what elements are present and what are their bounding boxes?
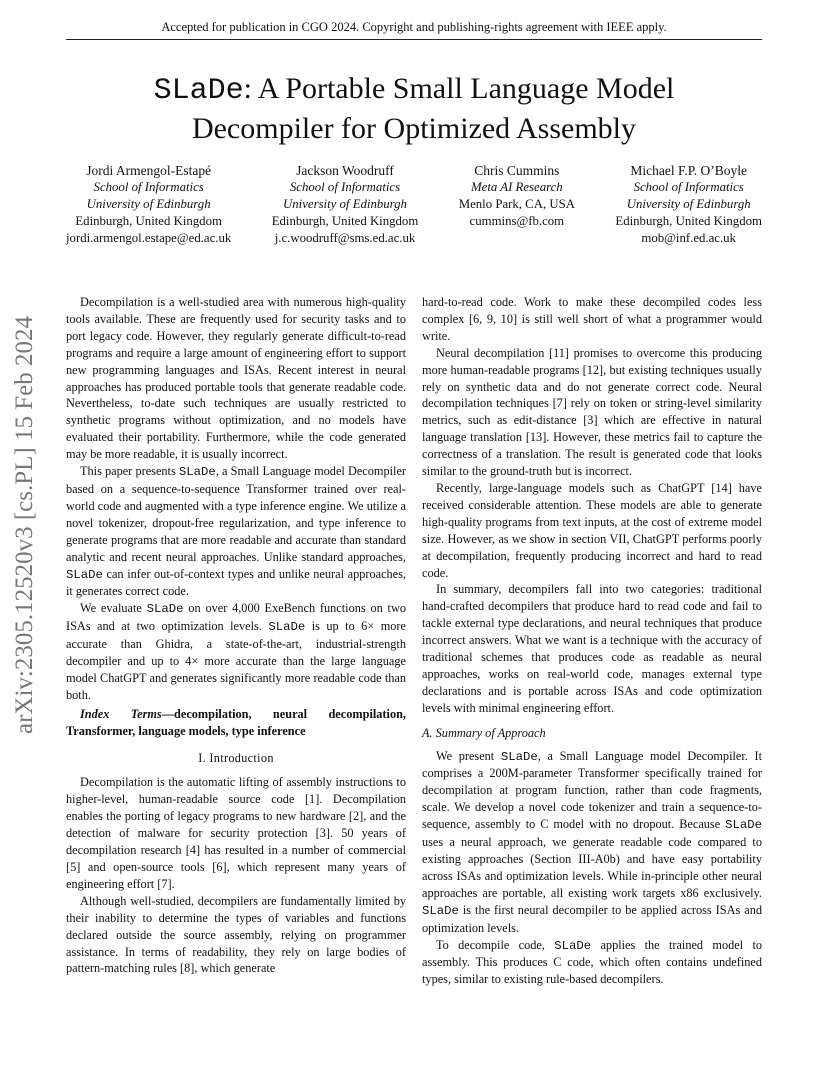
arxiv-watermark	[10, 290, 40, 760]
author-dept: School of Informatics	[633, 180, 744, 194]
abstract-paragraph-3	[66, 600, 406, 703]
author-email: jordi.armengol.estape@ed.ac.uk	[66, 231, 232, 245]
author-org: University of Edinburgh	[626, 197, 751, 211]
abstract-paragraph-2	[66, 463, 406, 600]
intro-paragraph-2: Although well-studied, decompilers are fundamentally limited by their inability to determine the types of variables and functions declared outside the source assembly, relying on programmer assistance. In terms of readability, they rely on large bodies of pattern-matching rules [8], which generate	[66, 893, 406, 976]
author-dept: Meta AI Research	[471, 180, 563, 194]
author-dept: School of Informatics	[289, 180, 401, 194]
author-name: Chris Cummins	[474, 163, 560, 178]
intro-paragraph-1: Decompilation is the automatic lifting of assembly instructions to higher-level, human-readable source code [1]. Decompilation enables the porting of legacy programs to new hardware [2], and the detection of malware for security protection [3]. 50 years of decompilation research [4] has resulted in a number of commercial [5] and open-source tools [6], which represent many years of engineering effort [7].	[66, 775, 406, 891]
index-terms-label: Index Terms	[80, 706, 162, 721]
author-location: Menlo Park, CA, USA	[458, 197, 575, 211]
system-name: SLaDe	[66, 567, 103, 582]
author-location: Edinburgh, United Kingdom	[271, 214, 419, 228]
author-org: University of Edinburgh	[283, 197, 407, 211]
author-location: Edinburgh, United Kingdom	[615, 214, 762, 228]
author-email: cummins@fb.com	[469, 214, 565, 228]
author-org: University of Edinburgh	[86, 197, 211, 211]
intro-paragraph-3: hard-to-read code. Work to make these decompiled codes less complex [6, 9, 10] is still well short of what a programmer would write.	[422, 295, 762, 343]
index-terms	[66, 706, 406, 740]
text-run: can infer out-of-context types and unlike neural approaches, it generates correct code.	[66, 566, 406, 599]
author-email: j.c.woodruff@sms.ed.ac.uk	[274, 231, 416, 245]
text-run: on over 4,000 ExeBench functions on two ISAs and at two optimization levels.	[66, 601, 406, 634]
arxiv-id: arXiv:2305.12520v3 [cs.PL] 15 Feb 2024	[11, 315, 38, 735]
author-name: Michael F.P. O’Boyle	[630, 163, 748, 178]
text-run: applies the trained model to assembly. This produces C code, which often contains undefined types, similar to existing rule-based decompilers.	[422, 937, 763, 987]
author-name: Jackson Woodruff	[296, 163, 394, 178]
text-run: is the first neural decompiler to be applied across ISAs and optimization levels.	[422, 902, 762, 935]
author-1	[66, 162, 231, 247]
title-line2: Decompiler for Optimized Assembly	[191, 112, 637, 145]
text-run: This paper presents	[80, 464, 179, 479]
text-run: We evaluate	[80, 601, 147, 616]
section-heading: I. Introduction	[198, 750, 274, 765]
approach-paragraph-1	[422, 748, 762, 937]
title-line1-rest: : A Portable Small Language Model	[243, 72, 675, 105]
system-name: SLaDe	[725, 818, 762, 833]
author-3	[459, 162, 575, 247]
text-run: To decompile code,	[436, 937, 555, 952]
system-name: SLaDe	[500, 749, 538, 764]
system-name: SLaDe	[146, 602, 184, 617]
subsection-heading: A. Summary of Approach	[422, 725, 546, 740]
author-dept: School of Informatics	[93, 180, 204, 194]
author-email: mob@inf.ed.ac.uk	[641, 231, 736, 245]
publication-note: Accepted for publication in CGO 2024. Copyright and publishing-rights agreement with IEEE apply.	[66, 20, 762, 40]
system-name: SLaDe	[422, 903, 459, 918]
intro-paragraph-6: In summary, decompilers fall into two categories: traditional hand-crafted decompilers that produce hard to read code and fail to tackle external type declarations, and neural techniques that produce incorrect answers. What we want is a technique with the accuracy of traditional schemes that produces code as readable as neural approaches, works on real-world code, manages external type declarations and is portable across ISAs and code optimization levels with minimal engineering effort.	[422, 582, 762, 715]
index-terms-list: —decompilation, neural decompilation, Transformer, language models, type inference	[66, 706, 407, 738]
right-column	[422, 294, 762, 988]
intro-paragraph-4: Neural decompilation [11] promises to overcome this producing more human-readable programs [12], but existing techniques usually rely on synthetic data and do not generate correct code. Neural decompilation techniques [7] rely on token or string-level similarity metrics, such as edit-distance [3] which are effective in natural language translation [13]. However, these metrics fail to capture the correctness of a translation. The result is generated code that looks similar to the ground-truth but is incorrect.	[422, 345, 762, 479]
system-name: SLaDe	[554, 938, 592, 953]
text-run: , a Small Language model Decompiler based on a sequence-to-sequence Transformer trained over real-world code and augmented with a type inference engine. We utilize a novel tokenizer, dropout-free regularization, and type inference to generate programs that are more readable and accurate than standard analytic and recent neural approaches. Unlike standard approaches,	[66, 464, 407, 564]
intro-paragraph-5: Recently, large-language models such as ChatGPT [14] have received considerable attention. These models are able to generate high-quality programs from text inputs, at the cost of extreme model size. However, as we show in section VII, ChatGPT performs poorly at decompilation, frequently producing incorrect and hard to read code.	[422, 480, 762, 580]
abstract-paragraph-1: Decompilation is a well-studied area with numerous high-quality tools available. These are frequently used for security tasks and to port legacy code. However, they regularly generate difficult-to-read programs and require a large amount of engineering effort to support new programming languages and ISAs. Recent interest in neural approaches has produced portable tools that generate readable code. Nevertheless, to-date such techniques are usually restricted to synthetic programs without optimization, and no models have evaluated their portability. Furthermore, while the code generated may be more readable, it is usually incorrect.	[66, 295, 406, 462]
author-block	[66, 162, 762, 247]
author-name: Jordi Armengol-Estapé	[86, 163, 212, 178]
author-4	[615, 162, 762, 247]
title-system-name: SLaDe	[153, 74, 244, 108]
text-run: is up to 6× more accurate than Ghidra, a state-of-the-art, industrial-strength decompiler and up to 4× more accurate than the large language model ChatGPT and generates significantly more readable code than both.	[66, 619, 406, 702]
left-column	[66, 294, 406, 977]
system-name: SLaDe	[178, 465, 216, 480]
approach-paragraph-2	[422, 937, 762, 989]
author-2	[272, 162, 419, 247]
system-name: SLaDe	[268, 620, 306, 635]
text-run: We present	[436, 748, 501, 763]
text-run: , a Small Language model Decompiler. It comprises a 200M-parameter Transformer specifically trained for decompilation at program function, rather than code fragments, scale. We develop a novel code tokenizer and train a sequence-to-sequence, assembly to C model with no dropout. Because	[422, 748, 762, 832]
text-run: uses a neural approach, we generate readable code compared to existing approaches (Section III-A0b) and have easy portability across ISAs and optimization levels. While in-principle other neural approaches are portable, all existing work targets x86 exclusively.	[422, 835, 762, 900]
author-location: Edinburgh, United Kingdom	[75, 214, 222, 228]
paper-title	[66, 70, 762, 147]
